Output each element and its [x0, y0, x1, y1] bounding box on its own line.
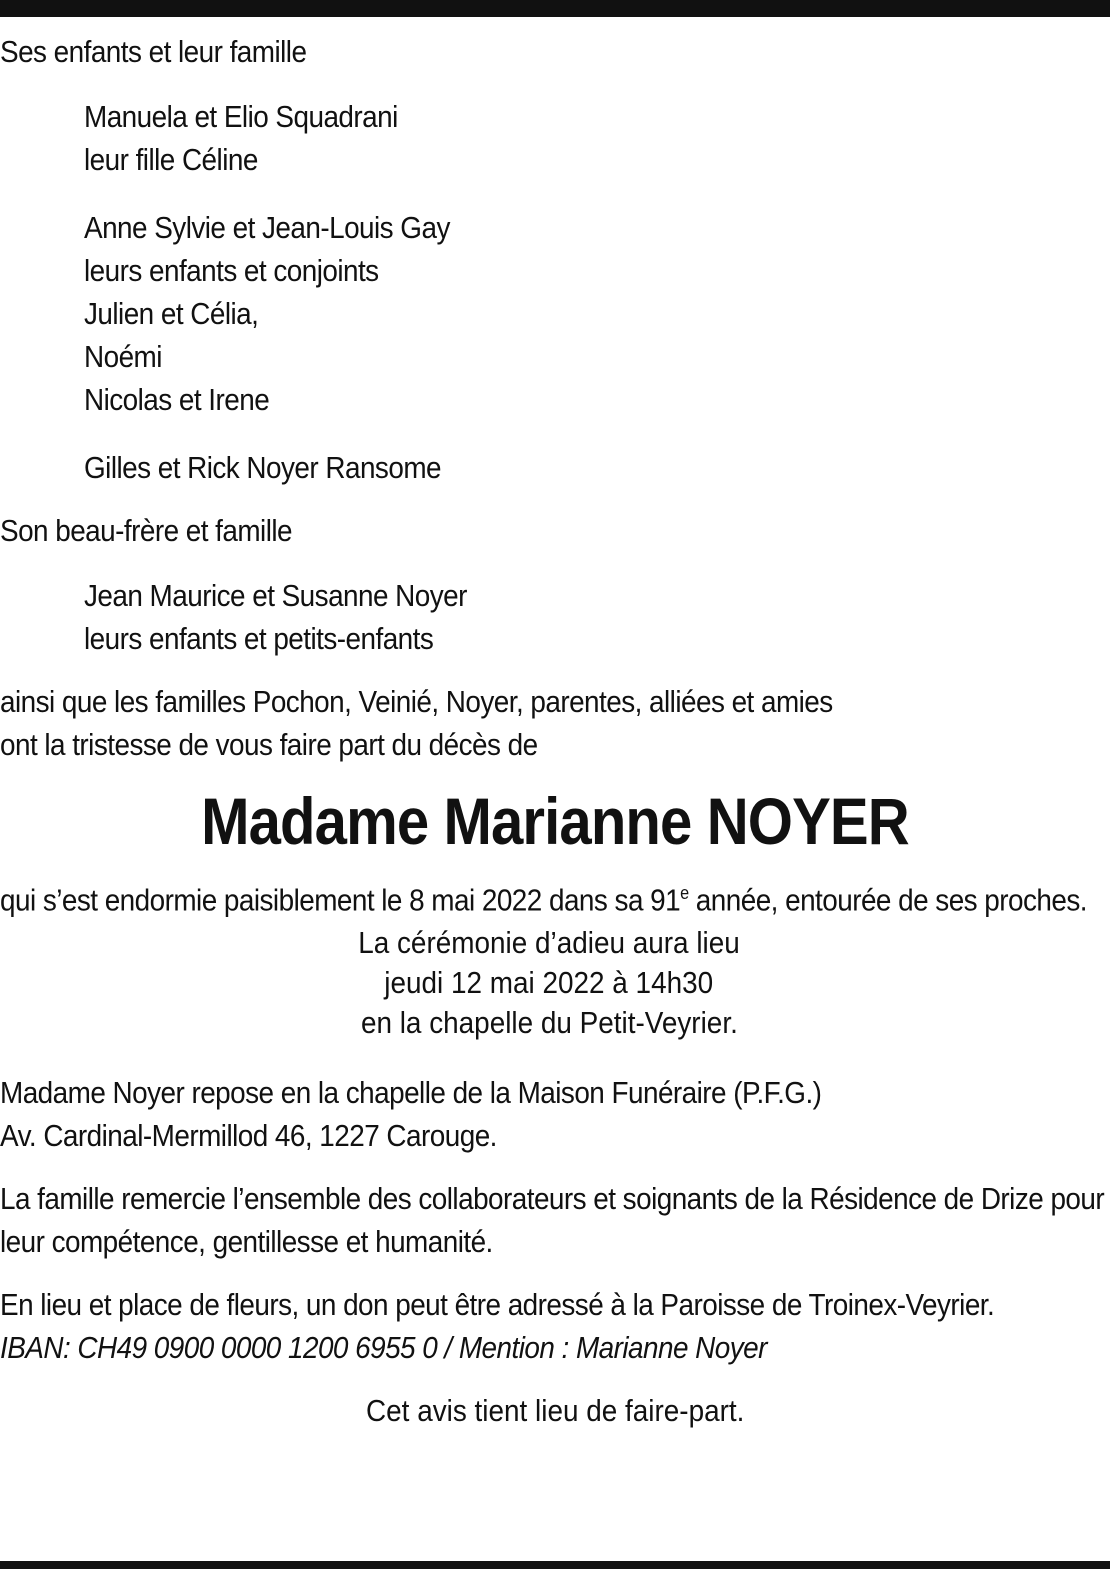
- brother-group: [0, 574, 1110, 660]
- children-group-2: [0, 206, 1110, 421]
- family-line: Julien et Célia,: [84, 296, 259, 331]
- thanks-paragraph: La famille remercie l’ensemble des collaborateurs et soignants de la Résidence de Drize pour leur compétence, gentillesse et humanité.: [0, 1181, 1105, 1260]
- family-line: Manuela et Elio Squadrani: [84, 99, 398, 134]
- family-line: Gilles et Rick Noyer Ransome: [84, 450, 442, 485]
- family-line: Noémi: [84, 339, 162, 374]
- children-group-1: [0, 95, 1110, 181]
- children-heading: Ses enfants et leur famille: [0, 34, 307, 69]
- ordinal-suffix: e: [680, 883, 689, 903]
- intro-line: ainsi que les familles Pochon, Veinié, Noyer, parentes, alliées et amies: [0, 684, 833, 719]
- deceased-name: Madame Marianne NOYER: [201, 784, 909, 858]
- closing-line: Cet avis tient lieu de faire-part.: [365, 1393, 745, 1429]
- family-line: leur fille Céline: [84, 142, 258, 177]
- repose-info: [0, 1071, 1110, 1157]
- ceremony-details: [0, 923, 1104, 1043]
- family-line: Anne Sylvie et Jean-Louis Gay: [84, 210, 450, 245]
- ceremony-line: La cérémonie d’adieu aura lieu: [358, 925, 740, 961]
- family-line: Jean Maurice et Susanne Noyer: [84, 578, 467, 613]
- donation-paragraph: En lieu et place de fleurs, un don peut être adressé à la Paroisse de Troinex-Veyrier.: [0, 1287, 995, 1323]
- closing-line-wrap: [0, 1389, 1110, 1432]
- intro-text: [0, 680, 1110, 766]
- repose-line: Av. Cardinal-Mermillod 46, 1227 Carouge.: [0, 1118, 497, 1154]
- family-line: leurs enfants et conjoints: [84, 253, 379, 288]
- iban-line: IBAN: CH49 0900 0000 1200 6955 0 / Mention : Marianne Noyer: [0, 1330, 767, 1366]
- ceremony-line: en la chapelle du Petit-Veyrier.: [360, 1005, 738, 1041]
- family-line: Nicolas et Irene: [84, 382, 270, 417]
- brother-heading: Son beau-frère et famille: [0, 513, 293, 548]
- ceremony-line: jeudi 12 mai 2022 à 14h30: [384, 965, 714, 1001]
- obituary-notice: [0, 30, 1110, 1432]
- children-group-3: [0, 446, 1110, 489]
- family-line: leurs enfants et petits-enfants: [84, 621, 434, 656]
- intro-line: ont la tristesse de vous faire part du décès de: [0, 727, 538, 762]
- death-announcement: qui s’est endormie paisiblement le 8 mai 2022 dans sa 91e année, entourée de ses proches.: [0, 882, 1087, 918]
- repose-line: Madame Noyer repose en la chapelle de la Maison Funéraire (P.F.G.): [0, 1075, 822, 1111]
- bottom-rule: [0, 1561, 1110, 1569]
- top-rule: [0, 0, 1110, 17]
